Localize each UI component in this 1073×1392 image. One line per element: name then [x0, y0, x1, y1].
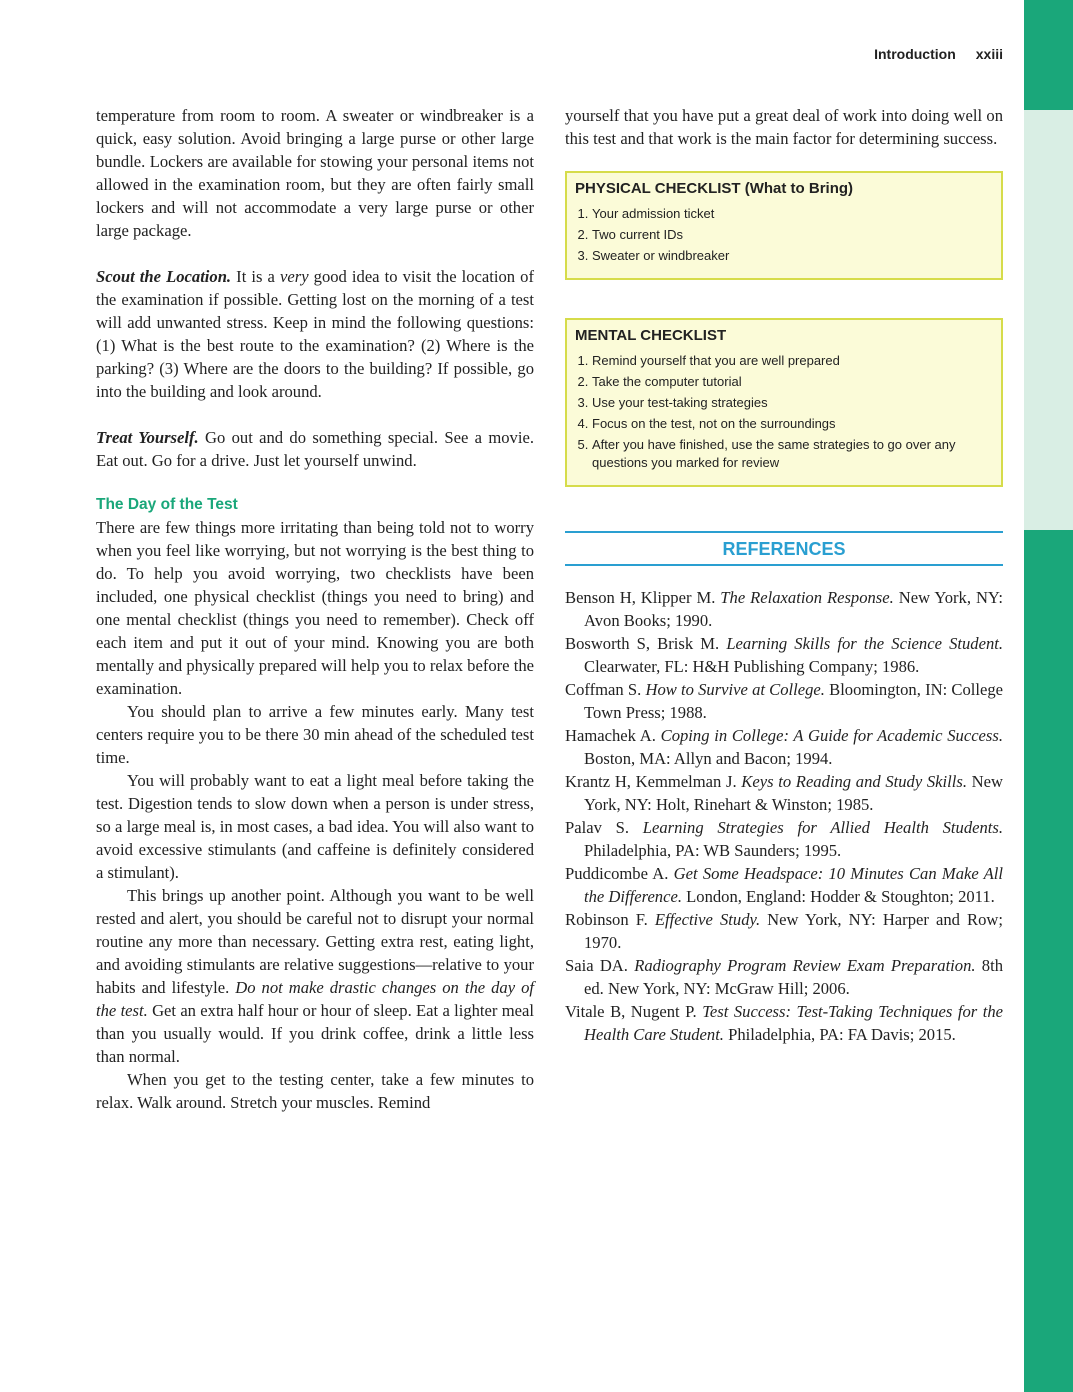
reference-entry — [565, 908, 1003, 954]
text-run: Get an extra half hour or hour of sleep. Eat a lighter meal than you usually would. If you drink coffee, drink a little less than normal. — [96, 1001, 534, 1066]
page-number: xxiii — [975, 46, 1003, 62]
reference-entry — [565, 586, 1003, 632]
paragraph-scout — [96, 265, 534, 403]
paragraph — [96, 884, 534, 1068]
chapter-tab-highlight — [1024, 110, 1073, 530]
ref-title: Effective Study. — [654, 910, 761, 929]
ref-title: Keys to Reading and Study Skills. — [741, 772, 967, 791]
ref-title: Learning Skills for the Science Student. — [726, 634, 1003, 653]
emphasis: very — [280, 267, 309, 286]
ref-authors: Coffman S. — [565, 680, 646, 699]
ref-authors: Bosworth S, Brisk M. — [565, 634, 727, 653]
ref-publisher: New York, NY: Avon Books; 1990. — [584, 588, 1003, 630]
ref-authors: Krantz H, Kemmelman J. — [565, 772, 742, 791]
ref-publisher: Clearwater, FL: H&H Publishing Company; 1986. — [584, 657, 920, 676]
checklist-item: 5. After you have finished, use the same strategies to go over any questions you marked for review — [592, 436, 993, 472]
paragraph: yourself that you have put a great deal of work into doing well on this test and that work is the main factor for determining success. — [565, 106, 1003, 148]
ref-authors: Puddicombe A. — [565, 864, 674, 883]
reference-entry — [565, 678, 1003, 724]
ref-publisher: 8th ed. New York, NY: McGraw Hill; 2006. — [584, 956, 1003, 998]
ref-authors: Saia DA. — [565, 956, 635, 975]
ref-publisher: London, England: Hodder & Stoughton; 2011. — [681, 887, 995, 906]
ref-title: The Relaxation Response. — [720, 588, 894, 607]
ref-publisher: Bloomington, IN: College Town Press; 1988. — [584, 680, 1003, 722]
running-header — [874, 46, 1003, 62]
paragraph: You should plan to arrive a few minutes early. Many test centers require you to be there 30 min ahead of the scheduled test time. — [96, 702, 534, 767]
ref-title: Learning Strategies for Allied Health Students. — [642, 818, 1003, 837]
text-run: Go out and do something special. See a movie. Eat out. Go for a drive. Just let yourself unwind. — [96, 428, 534, 470]
references-list — [565, 586, 1003, 1046]
checklist-title: MENTAL CHECKLIST — [575, 327, 727, 344]
ref-authors: Robinson F. — [565, 910, 655, 929]
ref-authors: Benson H, Klipper M. — [565, 588, 721, 607]
running-header-section: Introduction — [874, 46, 956, 62]
checklist-item: 3. Use your test-taking strategies — [592, 394, 993, 412]
checklist-items — [575, 205, 993, 265]
checklist-title: PHYSICAL CHECKLIST (What to Bring) — [575, 180, 854, 197]
paragraph: temperature from room to room. A sweater or windbreaker is a quick, easy solution. Avoid bringing a large purse or other large bundle. Lockers are available for stowing your personal items not allowed in the examination room, but they are often fairly small lockers and will not accommodate a very large purse or other large package. — [96, 106, 534, 240]
reference-entry — [565, 954, 1003, 1000]
reference-entry — [565, 724, 1003, 770]
checklist-item: 2. Take the computer tutorial — [592, 373, 993, 391]
ref-authors: Palav S. — [565, 818, 643, 837]
checklist-item: 2. Two current IDs — [592, 226, 993, 244]
reference-entry — [565, 1000, 1003, 1046]
checklist-item: 3. Sweater or windbreaker — [592, 247, 993, 265]
checklist-item: 1. Your admission ticket — [592, 205, 993, 223]
paragraph: There are few things more irritating than being told not to worry when you feel like worrying, but not worrying is the best thing to do. To help you avoid worrying, two checklists have been included, one physical checklist (things you need to bring) and one mental checklist (things you need to remember). Check off each item and put it out of your mind. Knowing you are both mentally and physically prepared will help you to relax before the examination. — [96, 518, 534, 698]
checklist-items — [575, 352, 993, 472]
ref-publisher: New York, NY: Holt, Rinehart & Winston; 1985. — [584, 772, 1004, 814]
paragraph: You will probably want to eat a light meal before taking the test. Digestion tends to slow down when a person is under stress, so a large meal is, in most cases, a bad idea. You will also want to avoid excessive stimulants (and caffeine is definitely considered a stimulant). — [96, 771, 534, 882]
references-heading: REFERENCES — [565, 531, 1003, 566]
ref-publisher: Philadelphia, PA: FA Davis; 2015. — [723, 1025, 956, 1044]
ref-authors: Hamachek A. — [565, 726, 661, 745]
ref-title: Get Some Headspace: 10 Minutes Can Make All the Difference. — [584, 864, 1003, 906]
right-column — [565, 104, 1003, 1046]
emphasis: Do not make drastic changes on the day of the test. — [96, 978, 534, 1020]
text-run: This brings up another point. Although you want to be well rested and alert, you should be careful not to disrupt your normal routine any more than necessary. Getting extra rest, eating light, and avoiding stimulants are relative suggestions—relative to your habits and lifestyle. — [96, 886, 534, 997]
reference-entry — [565, 632, 1003, 678]
reference-entry — [565, 770, 1003, 816]
reference-entry — [565, 816, 1003, 862]
section-heading: The Day of the Test — [96, 496, 238, 513]
text-run: It is a — [231, 267, 280, 286]
text-run: good idea to visit the location of the examination if possible. Getting lost on the morning of a test will add unwanted stress. Keep in mind the following questions: (1) What is the best route to the examination? (2) Where is the parking? (3) Where are the doors to the building? If possible, go into the building and look around. — [96, 267, 534, 401]
reference-entry — [565, 862, 1003, 908]
checklist-item: 4. Focus on the test, not on the surroundings — [592, 415, 993, 433]
ref-publisher: New York, NY: Harper and Row; 1970. — [584, 910, 1003, 952]
ref-title: Coping in College: A Guide for Academic Success. — [660, 726, 1003, 745]
paragraph-treat — [96, 426, 534, 472]
left-column — [96, 104, 534, 1114]
ref-publisher: Boston, MA: Allyn and Bacon; 1994. — [584, 749, 833, 768]
paragraph: When you get to the testing center, take a few minutes to relax. Walk around. Stretch your muscles. Remind — [96, 1070, 534, 1112]
checklist-item: 1. Remind yourself that you are well prepared — [592, 352, 993, 370]
run-in-heading: Treat Yourself. — [96, 428, 199, 447]
ref-title: Test Success: Test-Taking Techniques for the Health Care Student. — [584, 1002, 1003, 1044]
ref-authors: Vitale B, Nugent P. — [565, 1002, 703, 1021]
ref-title: How to Survive at College. — [645, 680, 825, 699]
mental-checklist-box — [565, 318, 1003, 487]
run-in-heading: Scout the Location. — [96, 267, 232, 286]
ref-publisher: Philadelphia, PA: WB Saunders; 1995. — [584, 841, 842, 860]
physical-checklist-box — [565, 171, 1003, 280]
ref-title: Radiography Program Review Exam Preparation. — [634, 956, 976, 975]
